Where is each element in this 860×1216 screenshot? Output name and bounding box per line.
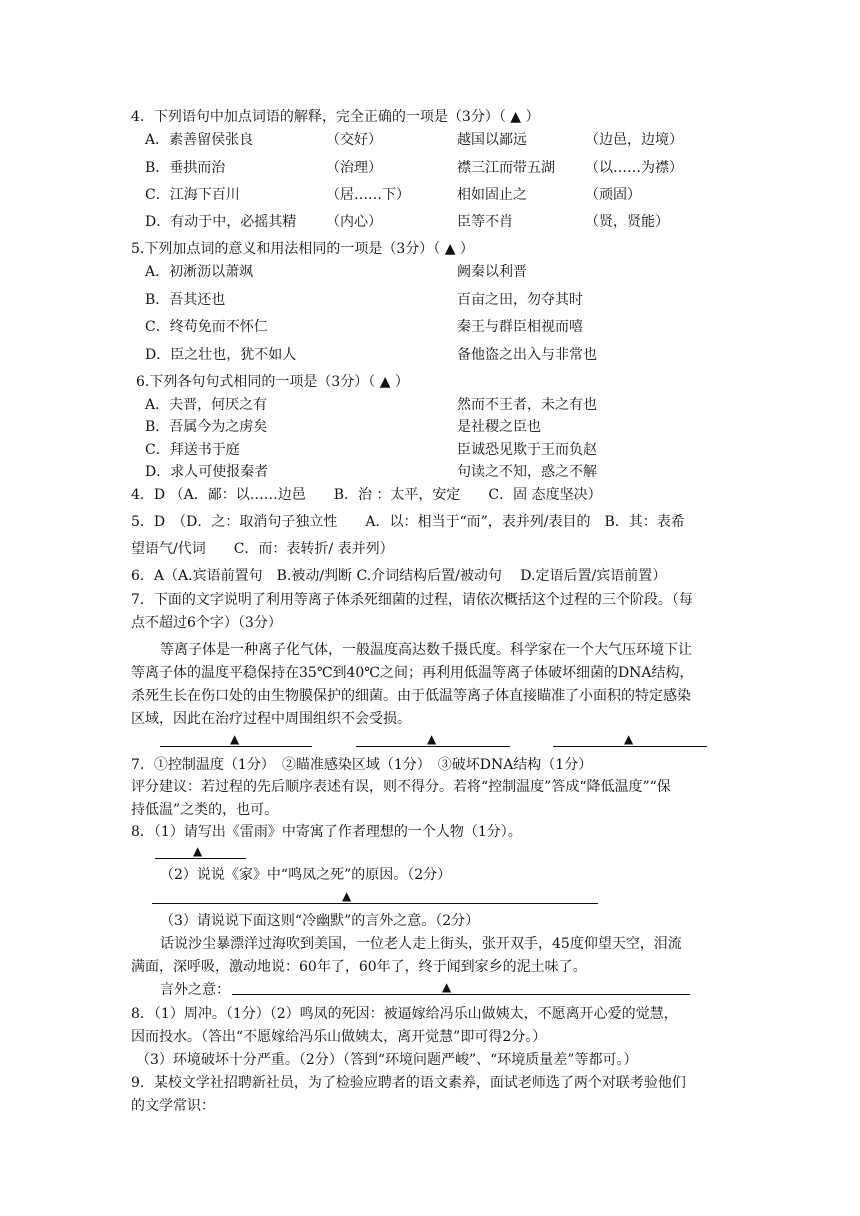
- triangle-icon: ▲: [342, 889, 352, 903]
- answer-5-line-2: 望语气/代词 C．而：表转折/ 表并列）: [131, 541, 394, 557]
- q5-option-a: A．初淅沥以萧飒 阙秦以利晋: [145, 264, 527, 280]
- answer-8-line-3: （3）环境破坏十分严重。（2分）（答到“环境问题严峻”、“环境质量差”等都可。）: [136, 1052, 638, 1068]
- q8-story-line-2: 满面，深呼吸，激动地说：60年了，60年了，终于闻到家乡的泥土味了。: [131, 959, 587, 975]
- q7-passage-line-4: 区域，因此在治疗过程中周围组织不会受损。: [131, 711, 411, 727]
- q9-stem-line-2: 的文学常识：: [131, 1098, 215, 1114]
- q8-implication-label: 言外之意：: [160, 982, 230, 998]
- answer-7: 7．①控制温度（1分） ②瞄准感染区域（1分） ③破坏DNA结构（1分）: [131, 757, 593, 773]
- q8-part-1-blank[interactable]: [155, 842, 246, 859]
- answer-8-line-1: 8．（1）周冲。（1分）（2）鸣凤的死因：被逼嫁给冯乐山做姨太，不愿离开心爱的觉慧，: [131, 1006, 678, 1022]
- q8-part-1: 8．（1）请写出《雷雨》中寄寓了作者理想的一个人物（1分）。: [131, 824, 522, 840]
- q5-option-d: D．臣之壮也，犹不如人 备他盗之出入与非常也: [145, 347, 597, 363]
- answer-7-note-line-2: 持低温”之类的，也可。: [131, 802, 279, 818]
- triangle-icon: ▲: [624, 732, 634, 746]
- q4-option-b: B．垂拱而治 （治理） 襟三江而带五湖 （以……为襟）: [145, 160, 683, 176]
- triangle-icon: ▲: [193, 844, 203, 858]
- q8-part-2: （2）说说《家》中“鸣凤之死”的原因。（2分）: [160, 867, 452, 883]
- q6-option-c: C．拜送书于庭 臣诚恐见欺于王而负赵: [145, 442, 597, 458]
- q7-passage-line-3: 杀死生长在伤口处的由生物膜保护的细菌。由于低温等离子体直接瞄准了小面积的特定感染: [131, 688, 691, 704]
- triangle-icon: ▲: [442, 980, 452, 994]
- q6-option-d: D．求人可使报秦者 句读之不知，惑之不解: [145, 464, 597, 480]
- q4-option-d: D．有动于中，必摇其精 （内心） 臣等不肖 （贤，贤能）: [145, 214, 669, 230]
- q8-part-2-blank[interactable]: [152, 887, 598, 904]
- answer-5-line-1: 5．D （D．之：取消句子独立性 A．以：相当于“而”，表并列/表目的 B．其：表希: [131, 514, 685, 530]
- triangle-icon: ▲: [427, 732, 437, 746]
- q7-answer-blank-1[interactable]: [160, 730, 312, 747]
- q8-part-3-blank[interactable]: [232, 978, 690, 995]
- q8-story-line-1: 话说沙尘暴漂洋过海吹到美国，一位老人走上街头，张开双手，45度仰望天空，泪流: [160, 936, 682, 952]
- q9-stem-line-1: 9．某校文学社招聘新社员，为了检验应聘者的语文素养，面试老师选了两个对联考验他们: [131, 1075, 686, 1091]
- q7-passage-line-2: 等离子体的温度平稳保持在35℃到40℃之间；再利用低温等离子体破坏细菌的DNA结构，: [131, 665, 694, 681]
- q7-answer-blank-2[interactable]: [356, 730, 510, 747]
- q6-option-b: B．吾属今为之虏矣 是社稷之臣也: [145, 419, 541, 435]
- q5-option-b: B．吾其还也 百亩之田，勿夺其时: [145, 292, 583, 308]
- q6-option-a: A．夫晋，何厌之有 然而不王者，未之有也: [145, 397, 597, 413]
- q4-option-a: A．素善留侯张良 （交好） 越国以鄙远 （边邑，边境）: [145, 132, 683, 148]
- q8-part-3: （3）请说说下面这则“冷幽默”的言外之意。（2分）: [160, 913, 480, 929]
- q6-stem: 6.下列各句句式相同的一项是（3分）（ ▲ ）: [136, 374, 409, 390]
- q4-stem: 4．下列语句中加点词语的解释，完全正确的一项是（3分）（ ▲ ）: [131, 109, 540, 125]
- q4-option-c: C．江海下百川 （居……下） 相如固止之 （顽固）: [145, 187, 641, 203]
- answer-4: 4．D （A．鄙：以……边邑 B．治 ：太平，安定 C．固 态度坚决）: [131, 487, 602, 503]
- q7-stem-line-1: 7．下面的文字说明了利用等离子体杀死细菌的过程，请依次概括这个过程的三个阶段。（每: [131, 592, 693, 608]
- q7-answer-blank-3[interactable]: [553, 730, 707, 747]
- answer-6: 6．A（A.宾语前置句 B.被动/判断 C.介词结构后置/被动句 D.定语后置/宾语前置）: [131, 568, 667, 584]
- triangle-icon: ▲: [230, 732, 240, 746]
- q7-passage-line-1: 等离子体是一种离子化气体，一般温度高达数千摄氏度。科学家在一个大气压环境下让: [160, 642, 692, 658]
- answer-8-line-2: 因而投水。（答出“不愿嫁给冯乐山做姨太，离开觉慧”即可得2分。）: [131, 1029, 547, 1045]
- q5-stem: 5.下列加点词的意义和用法相同的一项是（3分）（ ▲ ）: [131, 241, 474, 257]
- q5-option-c: C．终苟免而不怀仁 秦王与群臣相视而嘻: [145, 319, 583, 335]
- answer-7-note-line-1: 评分建议：若过程的先后顺序表述有误，则不得分。若将“控制温度”答成“降低温度”“保: [131, 779, 671, 795]
- q7-stem-line-2: 点不超过6个字）（3分）: [131, 615, 282, 631]
